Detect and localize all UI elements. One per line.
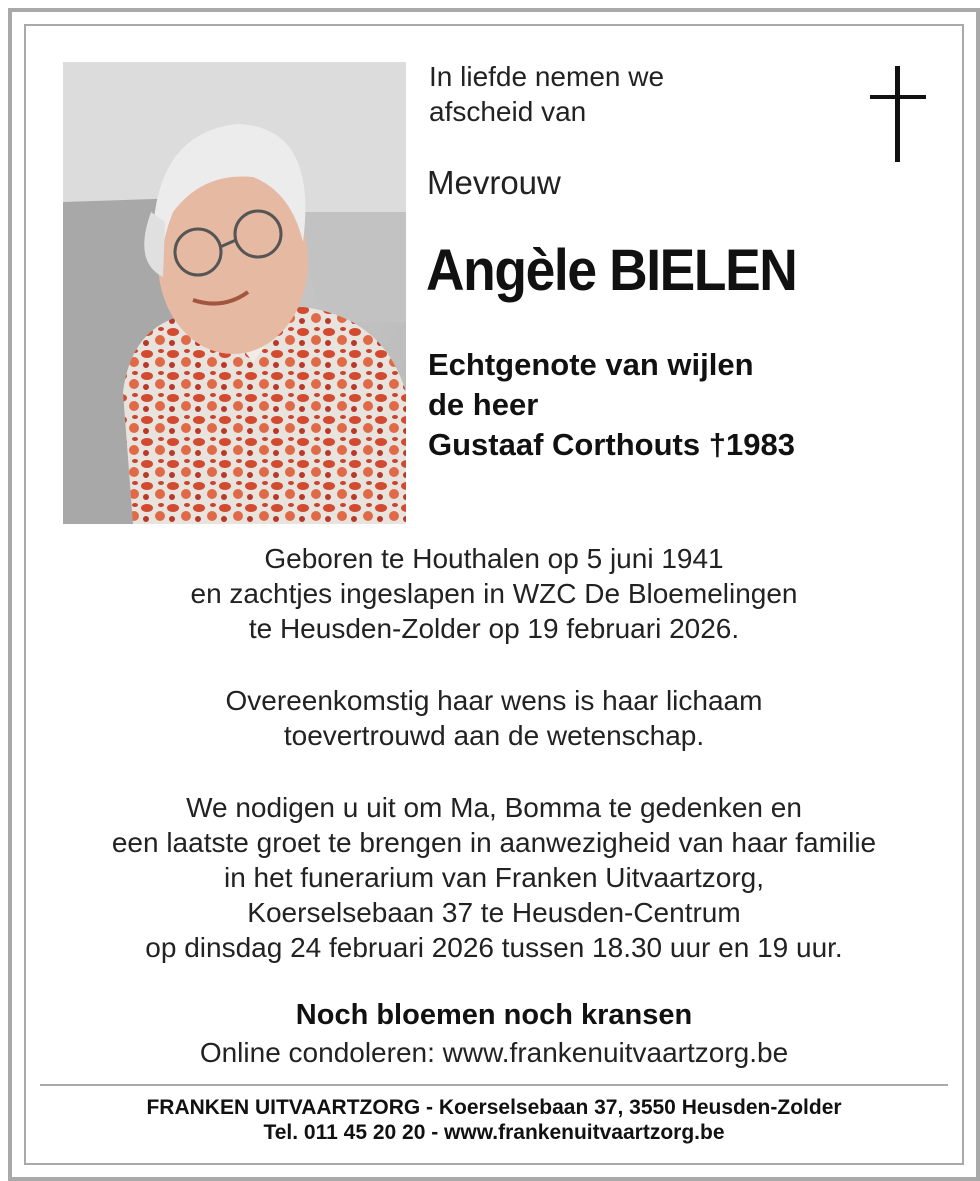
footer xyxy=(34,1095,954,1145)
intro-text xyxy=(429,59,664,129)
paragraph-line: Koerselsebaan 37 te Heusden-Centrum xyxy=(247,897,741,928)
intro-line: In liefde nemen we xyxy=(429,61,665,92)
footer-contact: Tel. 011 45 20 20 - www.frankenuitvaartzorg.be xyxy=(263,1121,725,1144)
spouse-line: de heer xyxy=(428,387,539,422)
paragraph-line: toevertrouwd aan de wetenschap. xyxy=(283,720,705,751)
salutation: Mevrouw xyxy=(427,164,561,201)
condolences-link: Online condoleren: www.frankenuitvaartzorg.be xyxy=(199,1037,789,1068)
paragraph-line: in het funerarium van Franken Uitvaartzorg, xyxy=(223,862,765,893)
flowers-notice: Noch bloemen noch kransen xyxy=(295,999,693,1031)
portrait-photo xyxy=(63,62,406,524)
paragraph-line: We nodigen u uit om Ma, Bomma te gedenken en xyxy=(186,792,802,823)
spouse-line: Gustaaf Corthouts †1983 xyxy=(428,427,795,462)
paragraph-line: op dinsdag 24 februari 2026 tussen 18.30 uur en 19 uur. xyxy=(145,932,843,963)
intro-line: afscheid van xyxy=(429,96,587,127)
paragraph-line: te Heusden-Zolder op 19 februari 2026. xyxy=(248,613,740,644)
spouse-line: Echtgenote van wijlen xyxy=(428,347,754,382)
spouse-info xyxy=(428,345,795,465)
paragraph-line: Overeenkomstig haar wens is haar lichaam xyxy=(225,685,763,716)
paragraph-line: en zachtjes ingeslapen in WZC De Bloemelingen xyxy=(190,578,798,609)
deceased-name: Angèle BIELEN xyxy=(426,238,797,303)
birth-death-paragraph xyxy=(34,541,954,646)
paragraph-line: een laatste groet te brengen in aanwezigheid van haar familie xyxy=(111,827,877,858)
paragraph-line: Geboren te Houthalen op 5 juni 1941 xyxy=(264,543,724,574)
footer-address: FRANKEN UITVAARTZORG - Koerselsebaan 37, 3550 Heusden-Zolder xyxy=(146,1096,842,1119)
cross-icon xyxy=(870,66,926,162)
invitation-paragraph xyxy=(34,790,954,965)
science-paragraph xyxy=(34,683,954,753)
footer-divider xyxy=(40,1084,948,1086)
